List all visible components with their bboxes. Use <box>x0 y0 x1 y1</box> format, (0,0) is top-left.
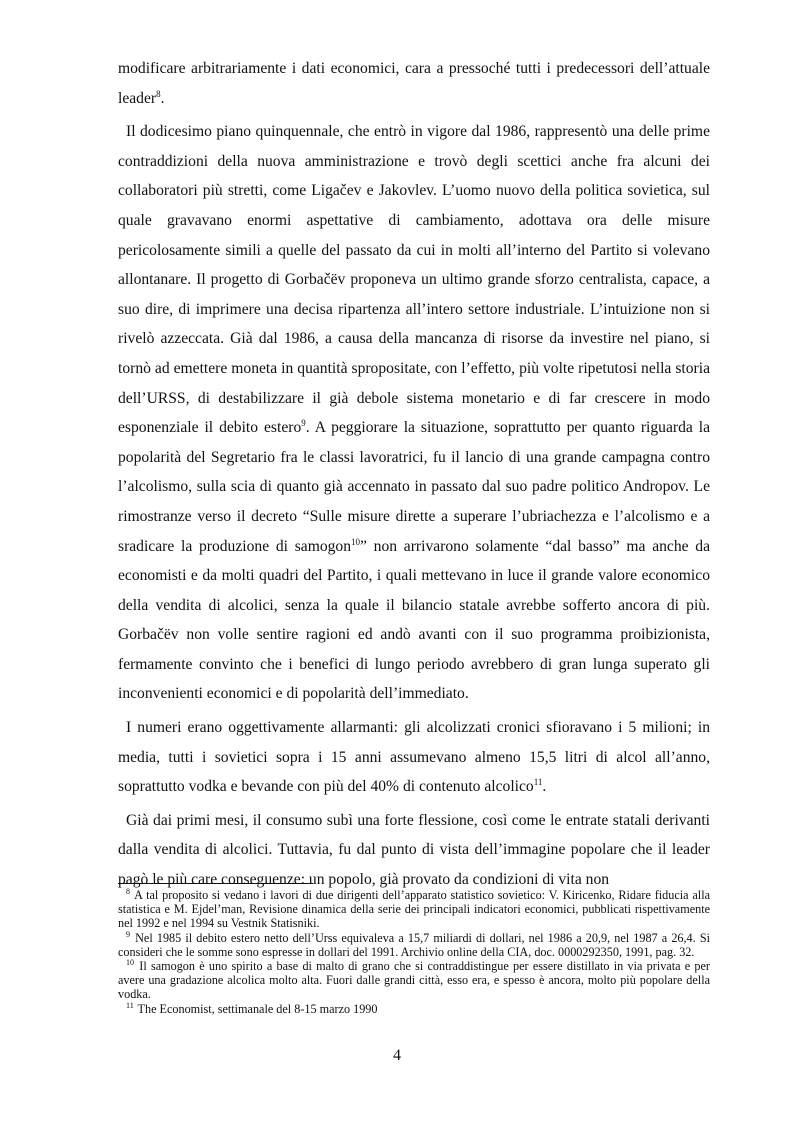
paragraph-text: . <box>160 89 165 107</box>
footnote <box>118 931 710 959</box>
footnote <box>118 959 710 1002</box>
paragraph-text: . <box>542 778 547 796</box>
paragraph <box>118 806 710 895</box>
footnote-marker[interactable]: 10 <box>351 536 361 547</box>
footnotes <box>118 888 710 1016</box>
footnote-text: A tal proposito si vedano i lavori di due dirigenti dell’apparato statistico sovietico: V. Kiricenko, Ridare fiducia alla statistica e M. Ejdel’man, Revisione dinamica della serie dei principali indicatori economici, pubblicati rispettivamente nel 1992 e nel 1994 su Vestnik Statisniki. <box>118 888 710 931</box>
paragraph-text: Già dai primi mesi, il consumo subì una forte flessione, così come le entrate statali derivanti dalla vendita di alcolici. Tuttavia, fu dal punto di vista dell’immagine popolare che il leader pagò le più care conseguenze: un popolo, già provato da condizioni di vita non <box>118 811 710 889</box>
main-text <box>118 54 710 895</box>
paragraph <box>118 713 710 802</box>
footnote-marker[interactable]: 11 <box>533 777 543 788</box>
footnote-text: The Economist, settimanale del 8-15 marzo 1990 <box>134 1001 378 1016</box>
paragraph <box>118 54 710 113</box>
footnote <box>118 888 710 931</box>
paragraph-text: I numeri erano oggettivamente allarmanti: gli alcolizzati cronici sfioravano i 5 milioni; in media, tutti i sovietici sopra i 15 anni assumevano almeno 15,5 litri di alcol all’anno, soprattutto vodka e bevande con più del 40% di contenuto alcolico <box>118 719 710 796</box>
footnote-text: Nel 1985 il debito estero netto dell’Urss equivaleva a 15,7 miliardi di dollari, nel 1986 a 20,9, nel 1987 a 26,4. Si consideri che le somme sono espresse in dollari del 1991. Archivio online della CIA, doc. 0000292350, 1991, pag. 32. <box>118 930 710 959</box>
footnote <box>118 1002 710 1016</box>
page-number: 4 <box>393 1047 401 1064</box>
footnote-number: 10 <box>126 957 134 967</box>
footnote-text: Il samogon è uno spirito a base di malto di grano che si contraddistingue per essere distillato in via privata e per avere una gradazione alcolica molto alta. Fuori dalle grandi città, esso era, e spesso è ancora, molto più popolare della vodka. <box>118 959 710 1002</box>
footnote-number: 9 <box>126 929 130 939</box>
paragraph-text: modificare arbitrariamente i dati economici, cara a pressoché tutti i predecessori dell’attuale leader <box>118 60 710 107</box>
paragraph-text: ” non arrivarono solamente “dal basso” ma anche da economisti e da molti quadri del Partito, i quali mettevano in luce il grande valore economico della vendita di alcolici, senza la quale il bilancio statale avrebbe sofferto ancora di più. Gorbačëv non volle sentire ragioni ed andò avanti con il suo programma proibizionista, fermamente convinto che i benefici di lungo periodo avrebbero di gran lunga superato gli inconvenienti economici e di popolarità dell’immediato. <box>118 537 710 703</box>
footnote-number: 11 <box>126 1000 134 1010</box>
paragraph-text: Il dodicesimo piano quinquennale, che entrò in vigore dal 1986, rappresentò una delle prime contraddizioni della nuova amministrazione e trovò degli scettici anche fra alcuni dei collaboratori più stretti, come Ligačev e Jakovlev. L’uomo nuovo della politica sovietica, sul quale gravavano enormi aspettative di cambiamento, adottava ora delle misure pericolosamente simili a quelle del passato da cui in molti all’interno del Partito si volevano allontanare. Il progetto di Gorbačëv proponeva un ultimo grande sforzo centralista, capace, a suo dire, di imprimere una decisa ripartenza all’intero settore industriale. L’intuizione non si rivelò azzeccata. Già dal 1986, a causa della mancanza di risorse da investire nel piano, si tornò ad emettere moneta in quantità spropositate, con l’effetto, più volte ripetutosi nella storia dell’URSS, di destabilizzare il già debole sistema monetario e di far crescere in modo esponenziale il debito estero <box>118 123 710 437</box>
footnote-separator <box>118 883 313 884</box>
page-body <box>118 54 710 899</box>
paragraph-text: . A peggiorare la situazione, soprattutto per quanto riguarda la popolarità del Segretario fra le classi lavoratrici, fu il lancio di una grande campagna contro l’alcolismo, sulla scia di quanto già accennato in passato dal suo padre politico Andropov. Le rimostranze verso il decreto “Sulle misure dirette a superare l’ubriachezza e l’alcolismo e a sradicare la produzione di samogon <box>118 419 710 555</box>
paragraph <box>118 117 710 709</box>
footnote-marker[interactable]: 8 <box>156 88 161 99</box>
footnote-number: 8 <box>126 886 130 896</box>
footnote-marker[interactable]: 9 <box>301 417 306 428</box>
